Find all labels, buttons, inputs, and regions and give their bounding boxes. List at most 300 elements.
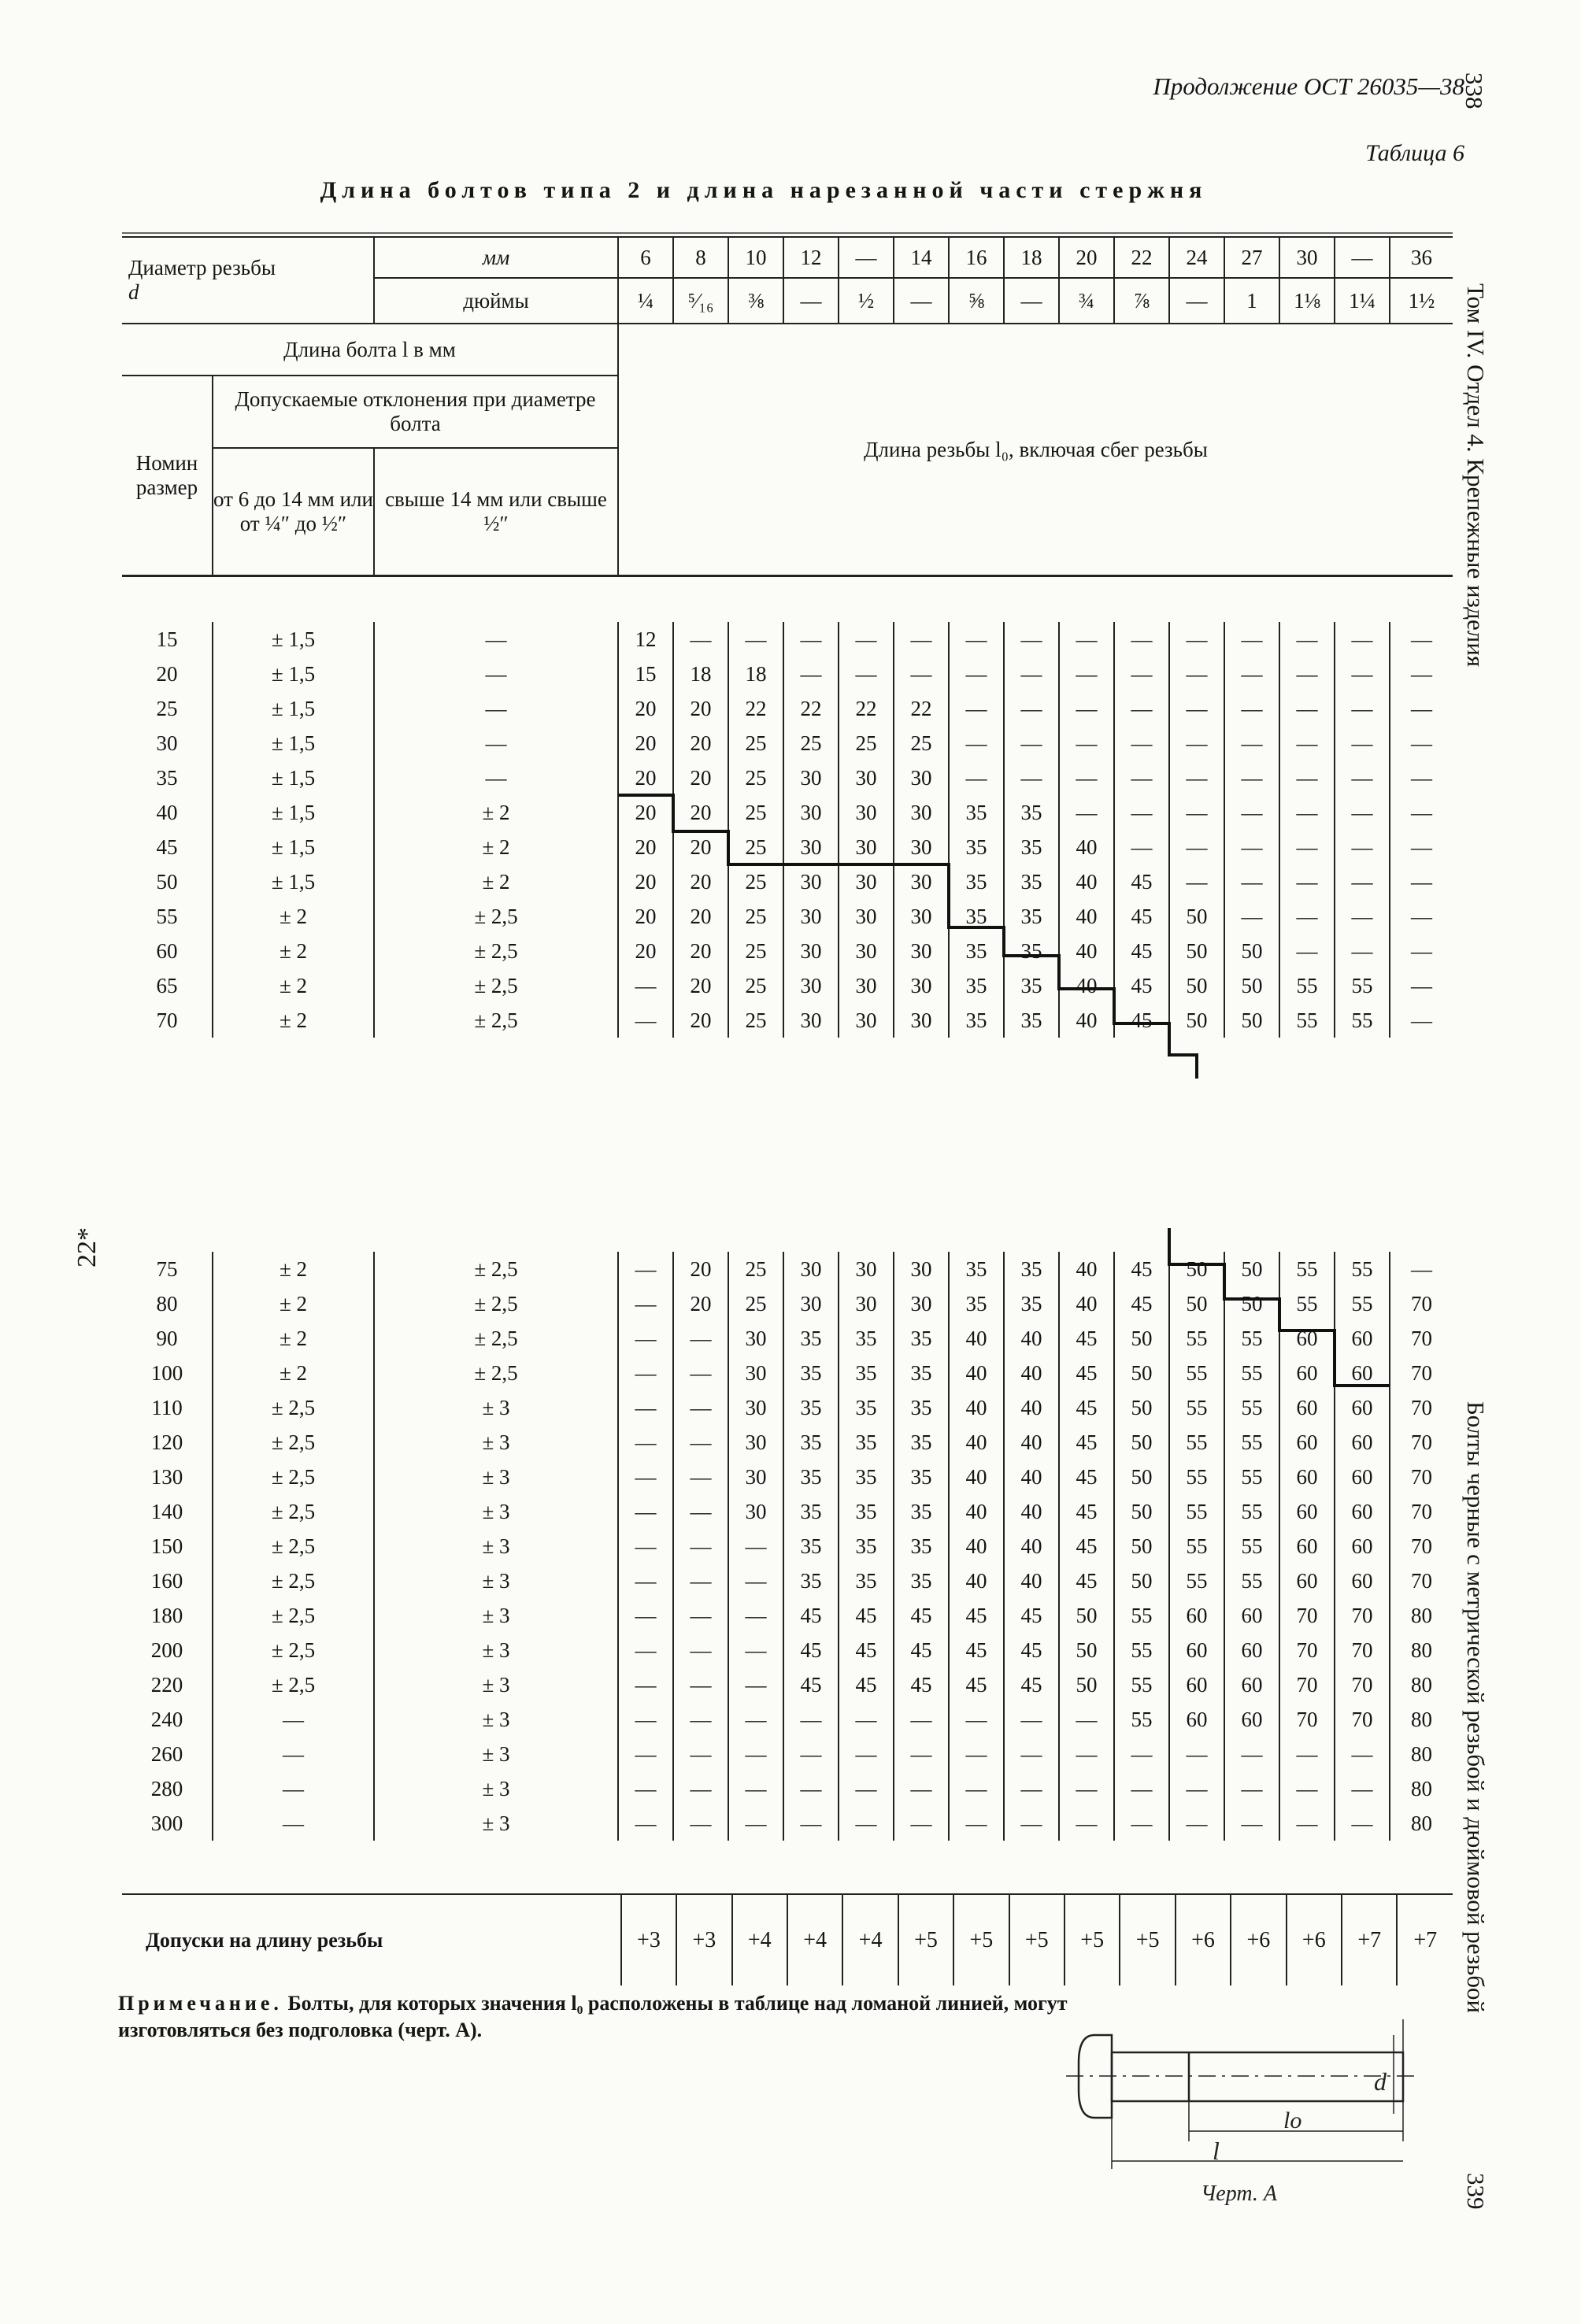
thread-length-cell: — <box>728 1667 783 1702</box>
tolerance-large-cell: ± 2,5 <box>374 899 618 934</box>
thread-length-cell: — <box>1335 830 1390 864</box>
thread-length-cell: — <box>1169 622 1224 657</box>
thread-length-cell: 30 <box>728 1460 783 1494</box>
thread-length-cell: — <box>1004 1702 1059 1737</box>
thread-length-cell: — <box>1059 622 1114 657</box>
thread-length-cell: — <box>1224 1806 1279 1841</box>
thread-length-cell: 30 <box>728 1321 783 1356</box>
thread-length-cell: — <box>1335 864 1390 899</box>
mm-cell: 27 <box>1224 237 1279 278</box>
bolt-shank <box>1112 2052 1403 2101</box>
thread-length-cell: 60 <box>1224 1667 1279 1702</box>
thread-length-cell: 45 <box>1004 1598 1059 1633</box>
thread-length-cell: 20 <box>673 1286 728 1321</box>
tolerance-small-cell: ± 1,5 <box>213 795 374 830</box>
thread-length-cell: — <box>1004 1737 1059 1771</box>
thread-length-cell: 60 <box>1335 1460 1390 1494</box>
thread-length-cell: 30 <box>894 864 949 899</box>
signature-mark: 22* <box>72 1227 102 1267</box>
thread-length-cell: 20 <box>618 795 673 830</box>
thread-length-cell: 45 <box>1059 1564 1114 1598</box>
thread-length-cell: 30 <box>728 1494 783 1529</box>
thread-length-cell: — <box>1224 830 1279 864</box>
thread-length-cell: 60 <box>1335 1390 1390 1425</box>
thread-length-cell: 35 <box>783 1529 839 1564</box>
thread-tolerance-cell: +3 <box>676 1894 731 1985</box>
side-volume-title: Том IV. Отдел 4. Крепежные изделия <box>1462 283 1490 668</box>
thread-length-cell: 55 <box>1114 1667 1169 1702</box>
thread-length-cell: — <box>618 1425 673 1460</box>
thread-length-cell: 30 <box>783 830 839 864</box>
thread-length-cell: 25 <box>728 1286 783 1321</box>
thread-length-cell: — <box>1279 864 1335 899</box>
thread-length-cell: — <box>839 1737 894 1771</box>
thread-length-cell: 25 <box>783 726 839 760</box>
tolerance-small-cell: ± 2 <box>213 1321 374 1356</box>
thread-length-cell: 30 <box>894 899 949 934</box>
thread-length-cell: 60 <box>1169 1667 1224 1702</box>
tolerance-small-cell: ± 2,5 <box>213 1494 374 1529</box>
thread-length-cell: 40 <box>1004 1494 1059 1529</box>
thread-length-cell: — <box>1114 830 1169 864</box>
thread-length-cell: 35 <box>894 1460 949 1494</box>
tolerance-large-cell: ± 3 <box>374 1494 618 1529</box>
thread-length-cell: 45 <box>1114 934 1169 968</box>
thread-length-cell: 30 <box>839 864 894 899</box>
thread-length-cell: — <box>1279 726 1335 760</box>
thread-length-cell: 70 <box>1279 1598 1335 1633</box>
thread-length-cell: 12 <box>618 622 673 657</box>
thread-length-cell: — <box>1224 657 1279 691</box>
nominal-size-cell: 100 <box>122 1356 213 1390</box>
thread-length-cell: 60 <box>1224 1702 1279 1737</box>
thread-length-cell: — <box>618 1771 673 1806</box>
thread-length-cell: 40 <box>1004 1390 1059 1425</box>
boundary-line-upper <box>618 795 1197 1079</box>
thread-length-cell: 55 <box>1169 1321 1224 1356</box>
thread-length-cell: — <box>1279 830 1335 864</box>
thread-length-cell: 35 <box>894 1356 949 1390</box>
thread-length-cell: 45 <box>949 1667 1004 1702</box>
thread-length-cell: 35 <box>894 1390 949 1425</box>
thread-length-cell: — <box>1004 1806 1059 1841</box>
thread-length-cell: 50 <box>1224 934 1279 968</box>
thread-length-cell: 50 <box>1114 1529 1169 1564</box>
thread-length-cell: — <box>783 1806 839 1841</box>
thread-length-cell: — <box>1114 657 1169 691</box>
thread-length-cell: — <box>1335 1806 1390 1841</box>
thread-length-cell: 45 <box>839 1598 894 1633</box>
thread-length-cell: — <box>1224 760 1279 795</box>
tolerance-large-cell: ± 3 <box>374 1737 618 1771</box>
thread-length-cell: — <box>1004 1771 1059 1806</box>
thread-length-cell: 60 <box>1279 1494 1335 1529</box>
thread-length-cell: 55 <box>1114 1598 1169 1633</box>
thread-length-cell: 60 <box>1279 1356 1335 1390</box>
thread-length-cell: 30 <box>839 795 894 830</box>
thread-length-cell: 35 <box>1004 899 1059 934</box>
thread-length-cell: — <box>1059 795 1114 830</box>
thread-length-cell: 40 <box>1004 1425 1059 1460</box>
nominal-size-cell: 90 <box>122 1321 213 1356</box>
thread-length-cell: 70 <box>1411 1568 1432 1593</box>
thread-length-cell: 35 <box>1004 1003 1059 1038</box>
thread-length-cell: — <box>783 1771 839 1806</box>
thread-length-cell: — <box>1224 1771 1279 1806</box>
thread-length-cell: — <box>1335 934 1390 968</box>
thread-length-cell: 60 <box>1335 1564 1390 1598</box>
tolerance-small-cell: — <box>213 1702 374 1737</box>
thread-length-cell: — <box>618 1321 673 1356</box>
thread-length-cell: — <box>1169 760 1224 795</box>
thread-length-cell: 50 <box>1114 1356 1169 1390</box>
thread-length-cell: — <box>618 1003 673 1038</box>
thread-length-cell: 25 <box>728 726 783 760</box>
tolerance-small-cell: — <box>213 1737 374 1771</box>
thread-tolerance-cell: +7 <box>1413 1927 1438 1952</box>
thread-length-cell: — <box>1411 731 1432 755</box>
thread-length-cell: 50 <box>1169 1003 1224 1038</box>
thread-length-cell: — <box>1411 869 1432 894</box>
thread-length-cell: 35 <box>839 1494 894 1529</box>
thread-length-cell: — <box>894 1771 949 1806</box>
thread-length-cell: 35 <box>949 830 1004 864</box>
thread-length-cell: — <box>728 1737 783 1771</box>
tolerance-small-cell: ± 2,5 <box>213 1667 374 1702</box>
thread-length-cell: 20 <box>673 795 728 830</box>
thread-length-cell: 40 <box>1004 1460 1059 1494</box>
thread-length-cell: 60 <box>1335 1529 1390 1564</box>
thread-length-cell: 20 <box>618 760 673 795</box>
thread-length-cell: 30 <box>839 1003 894 1038</box>
thread-length-cell: — <box>618 1806 673 1841</box>
thread-length-cell: — <box>673 1321 728 1356</box>
thread-tolerance-cell: +6 <box>1176 1894 1231 1985</box>
tolerance-small-cell: ± 1,5 <box>213 691 374 726</box>
tolerance-small-cell: ± 2,5 <box>213 1598 374 1633</box>
thread-length-cell: 50 <box>1059 1633 1114 1667</box>
thread-length-cell: 80 <box>1411 1672 1432 1697</box>
thread-length-cell: 50 <box>1169 1286 1224 1321</box>
thread-length-cell: — <box>1335 1737 1390 1771</box>
thread-length-cell: 25 <box>728 795 783 830</box>
thread-length-cell: — <box>949 691 1004 726</box>
thread-length-cell: 40 <box>1059 864 1114 899</box>
thread-length-cell: 55 <box>1335 1003 1390 1038</box>
thread-length-cell: — <box>1411 627 1432 651</box>
nominal-size-cell: 180 <box>122 1598 213 1633</box>
nominal-size-cell: 150 <box>122 1529 213 1564</box>
thread-length-cell: 55 <box>1114 1633 1169 1667</box>
thread-length-cell: 45 <box>1114 1003 1169 1038</box>
thread-length-cell: 60 <box>1279 1425 1335 1460</box>
thread-length-cell: 20 <box>673 1252 728 1286</box>
thread-length-cell: — <box>1279 934 1335 968</box>
tolerance-small-cell: ± 2,5 <box>213 1564 374 1598</box>
thread-length-cell: — <box>894 657 949 691</box>
thread-length-cell: 80 <box>1411 1811 1432 1835</box>
tolerance-small-cell: — <box>213 1771 374 1806</box>
thread-length-cell: 70 <box>1335 1667 1390 1702</box>
thread-length-cell: 35 <box>783 1494 839 1529</box>
thread-length-cell: 30 <box>728 1356 783 1390</box>
tolerance-small-cell: ± 2,5 <box>213 1390 374 1425</box>
thread-length-cell: 45 <box>1114 899 1169 934</box>
thread-length-cell: 35 <box>949 864 1004 899</box>
nominal-size-cell: 75 <box>122 1252 213 1286</box>
inch-cell: 1 <box>1224 278 1279 324</box>
nominal-size-cell: 25 <box>122 691 213 726</box>
thread-length-cell: 70 <box>1335 1702 1390 1737</box>
nominal-size-cell: 130 <box>122 1460 213 1494</box>
tolerance-large-cell: ± 2,5 <box>374 968 618 1003</box>
thread-length-cell: 45 <box>1114 1286 1169 1321</box>
tolerance-large-cell: ± 3 <box>374 1529 618 1564</box>
inch-cell: — <box>1004 278 1059 324</box>
thread-length-cell: 30 <box>783 1286 839 1321</box>
thread-length-cell: 80 <box>1411 1603 1432 1627</box>
thread-tolerance-cell: +4 <box>787 1894 842 1985</box>
mm-cell: 16 <box>949 237 1004 278</box>
thread-length-cell: 60 <box>1279 1529 1335 1564</box>
inch-cell: ⅜ <box>728 278 783 324</box>
thread-length-cell: 60 <box>1224 1598 1279 1633</box>
thread-length-cell: — <box>1279 1737 1335 1771</box>
thread-tolerance-cell: +4 <box>732 1894 787 1985</box>
nominal-size-header: Номин размер <box>122 376 213 576</box>
mm-cell: 6 <box>618 237 673 278</box>
thread-length-cell: — <box>783 1702 839 1737</box>
thread-length-cell: 30 <box>783 968 839 1003</box>
page-number-bottom: 339 <box>1462 2173 1490 2210</box>
thread-length-cell: — <box>1224 899 1279 934</box>
thread-length-cell: 55 <box>1279 1286 1335 1321</box>
nominal-size-cell: 45 <box>122 830 213 864</box>
thread-length-cell: 35 <box>1004 830 1059 864</box>
thread-length-cell: 30 <box>839 1252 894 1286</box>
thread-length-cell: 70 <box>1411 1430 1432 1454</box>
thread-length-cell: — <box>673 1806 728 1841</box>
inch-cell: ⁵⁄₁₆ <box>673 278 728 324</box>
thread-length-cell: 60 <box>1335 1494 1390 1529</box>
thread-length-cell: 70 <box>1411 1360 1432 1385</box>
tolerance-small-cell: ± 2 <box>213 968 374 1003</box>
thread-length-cell: 70 <box>1279 1633 1335 1667</box>
mm-cell: 30 <box>1279 237 1335 278</box>
thread-length-cell: 25 <box>728 864 783 899</box>
label-l0: lo <box>1283 2108 1302 2133</box>
thread-length-cell: — <box>1004 726 1059 760</box>
mm-cell: — <box>839 237 894 278</box>
thread-length-cell: — <box>1335 726 1390 760</box>
thread-length-cell: — <box>728 622 783 657</box>
thread-length-cell: 45 <box>1114 864 1169 899</box>
tolerance-small-cell: ± 1,5 <box>213 864 374 899</box>
inch-cell: — <box>894 278 949 324</box>
mm-cell: 20 <box>1059 237 1114 278</box>
thread-length-cell: — <box>949 1737 1004 1771</box>
tolerance-large-cell: ± 3 <box>374 1564 618 1598</box>
thread-length-cell: — <box>673 622 728 657</box>
nominal-size-cell: 140 <box>122 1494 213 1529</box>
thread-length-cell: 60 <box>1169 1598 1224 1633</box>
thread-length-cell: 50 <box>1114 1425 1169 1460</box>
thread-length-cell: 45 <box>894 1667 949 1702</box>
thread-length-cell: — <box>618 1252 673 1286</box>
thread-length-cell: — <box>1224 726 1279 760</box>
thread-length-cell: — <box>1335 899 1390 934</box>
tolerance-large-cell: — <box>374 726 618 760</box>
tolerance-large-cell: — <box>374 760 618 795</box>
thread-length-cell: 45 <box>1059 1321 1114 1356</box>
nominal-size-cell: 50 <box>122 864 213 899</box>
thread-length-cell: — <box>1411 696 1432 720</box>
thread-length-cell: — <box>894 1702 949 1737</box>
thread-length-cell: — <box>1114 795 1169 830</box>
thread-length-cell: — <box>673 1529 728 1564</box>
thread-length-cell: 60 <box>1169 1633 1224 1667</box>
thread-length-cell: 45 <box>1004 1667 1059 1702</box>
thread-length-cell: 25 <box>728 934 783 968</box>
thread-length-cell: — <box>1169 864 1224 899</box>
thread-length-cell: 25 <box>839 726 894 760</box>
thread-length-cell: — <box>1169 657 1224 691</box>
thread-length-cell: 35 <box>839 1356 894 1390</box>
tolerance-small-cell: ± 1,5 <box>213 760 374 795</box>
thread-length-cell: — <box>1335 657 1390 691</box>
thread-length-cell: 40 <box>1059 830 1114 864</box>
thread-length-cell: 15 <box>618 657 673 691</box>
thread-length-cell: 35 <box>1004 1252 1059 1286</box>
thread-length-cell: — <box>1059 657 1114 691</box>
bolt-drawing <box>1063 2004 1425 2216</box>
thread-tolerance-cell: +6 <box>1231 1894 1286 1985</box>
thread-length-cell: 50 <box>1169 934 1224 968</box>
thread-tolerance-label: Допуски на длину резьбы <box>122 1894 621 1985</box>
thread-length-cell: 40 <box>1004 1529 1059 1564</box>
mm-cell: 14 <box>894 237 949 278</box>
nominal-size-cell: 60 <box>122 934 213 968</box>
tolerance-small-cell: ± 2,5 <box>213 1529 374 1564</box>
thread-length-cell: 35 <box>783 1460 839 1494</box>
thread-length-cell: 20 <box>618 934 673 968</box>
inch-cell: — <box>783 278 839 324</box>
thread-length-cell: 60 <box>1335 1425 1390 1460</box>
thread-length-cell: 25 <box>728 1003 783 1038</box>
footnote-title: Примечание. <box>118 1992 283 2015</box>
thread-length-cell: 50 <box>1224 1286 1279 1321</box>
unit-inch: дюймы <box>374 278 618 324</box>
thread-length-cell: — <box>618 1494 673 1529</box>
thread-length-cell: 20 <box>673 726 728 760</box>
mm-cell: 18 <box>1004 237 1059 278</box>
label-d: d <box>1374 2067 1387 2096</box>
nominal-size-cell: 15 <box>122 622 213 657</box>
thread-length-cell: 35 <box>949 899 1004 934</box>
tolerance-small-cell: ± 1,5 <box>213 726 374 760</box>
thread-length-cell: — <box>839 1771 894 1806</box>
tolerance-small-cell: ± 1,5 <box>213 622 374 657</box>
thread-length-cell: — <box>1224 1737 1279 1771</box>
tolerance-large-cell: ± 2,5 <box>374 1356 618 1390</box>
thread-length-cell: 30 <box>839 830 894 864</box>
thread-length-cell: 40 <box>949 1564 1004 1598</box>
thread-length-cell: — <box>673 1667 728 1702</box>
thread-length-cell: 40 <box>1059 968 1114 1003</box>
thread-length-cell: — <box>1004 760 1059 795</box>
tolerance-small-header: от 6 до 14 мм или от ¼″ до ½″ <box>213 448 374 576</box>
thread-length-cell: 35 <box>1004 1286 1059 1321</box>
thread-length-cell: 50 <box>1114 1390 1169 1425</box>
thread-length-cell: — <box>1169 830 1224 864</box>
thread-length-cell: 40 <box>949 1425 1004 1460</box>
thread-length-cell: 35 <box>894 1564 949 1598</box>
thread-length-cell: 35 <box>949 968 1004 1003</box>
thread-length-cell: 80 <box>1411 1638 1432 1662</box>
drawing-caption: Черт. А <box>1201 2182 1278 2206</box>
thread-length-cell: 55 <box>1169 1529 1224 1564</box>
thread-length-cell: 30 <box>894 830 949 864</box>
nominal-size-cell: 110 <box>122 1390 213 1425</box>
thread-tolerance-cell: +5 <box>953 1894 1009 1985</box>
nominal-size-cell: 30 <box>122 726 213 760</box>
thread-length-cell: — <box>839 657 894 691</box>
tolerance-large-cell: — <box>374 622 618 657</box>
thread-length-cell: 55 <box>1169 1356 1224 1390</box>
thread-length-cell: — <box>1059 1771 1114 1806</box>
thread-length-cell: 50 <box>1114 1321 1169 1356</box>
thread-tolerance-cell: +3 <box>621 1894 676 1985</box>
thread-length-cell: 40 <box>949 1494 1004 1529</box>
inch-cell: 1⅛ <box>1279 278 1335 324</box>
thread-length-cell: 55 <box>1224 1494 1279 1529</box>
thread-tolerance-cell: +5 <box>1009 1894 1064 1985</box>
thread-length-cell: — <box>1335 795 1390 830</box>
thread-length-cell: 60 <box>1279 1321 1335 1356</box>
thread-length-cell: 20 <box>618 691 673 726</box>
thread-length-header: Длина резьбы l₀, включая сбег резьбы <box>618 324 1453 576</box>
footnote <box>118 1990 1094 2044</box>
thread-tolerance-cell: +5 <box>1120 1894 1175 1985</box>
tolerance-large-cell: ± 2,5 <box>374 1286 618 1321</box>
thread-length-cell: 50 <box>1114 1460 1169 1494</box>
thread-length-cell: — <box>1411 904 1432 928</box>
thread-length-cell: 25 <box>728 899 783 934</box>
thread-length-cell: 30 <box>783 934 839 968</box>
thread-length-cell: 30 <box>783 795 839 830</box>
tolerance-large-cell: ± 3 <box>374 1425 618 1460</box>
thread-length-cell: — <box>728 1702 783 1737</box>
thread-length-cell: 40 <box>949 1460 1004 1494</box>
nominal-size-cell: 20 <box>122 657 213 691</box>
tolerance-large-cell: ± 3 <box>374 1667 618 1702</box>
thread-length-cell: 60 <box>1335 1356 1390 1390</box>
thread-length-cell: 40 <box>1059 1003 1114 1038</box>
tolerance-large-cell: ± 2,5 <box>374 934 618 968</box>
thread-length-cell: — <box>1335 760 1390 795</box>
thread-length-cell: 20 <box>618 899 673 934</box>
thread-length-cell: 55 <box>1335 968 1390 1003</box>
thread-length-cell: 35 <box>839 1425 894 1460</box>
thread-length-cell: — <box>618 1356 673 1390</box>
thread-length-cell: 40 <box>1059 1286 1114 1321</box>
thread-length-cell: 60 <box>1279 1390 1335 1425</box>
mm-cell: 22 <box>1114 237 1169 278</box>
thread-length-cell: — <box>1224 864 1279 899</box>
nominal-size-cell: 65 <box>122 968 213 1003</box>
thread-length-cell: — <box>673 1737 728 1771</box>
tolerance-large-cell: ± 3 <box>374 1633 618 1667</box>
